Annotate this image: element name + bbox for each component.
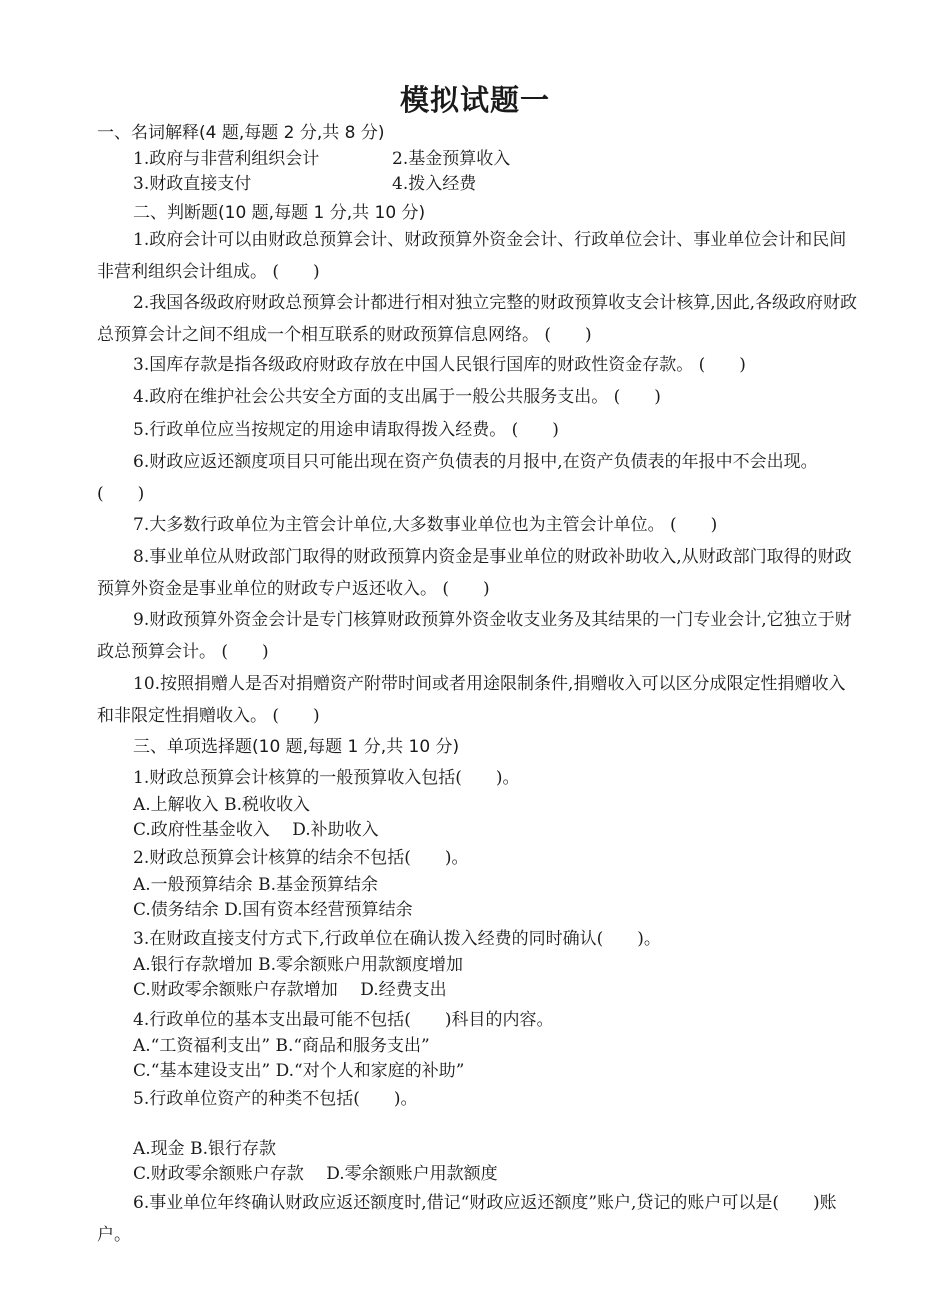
true-false-question: 10.按照捐赠人是否对捐赠资产附带时间或者用途限制条件,捐赠收入可以区分成限定性捐赠收入和非限定性捐赠收入。 ( ) <box>97 674 846 726</box>
choice-question-stem: 4.行政单位的基本支出最可能不包括( )科目的内容。 <box>133 1010 554 1030</box>
true-false-question: 2.我国各级政府财政总预算会计都进行相对独立完整的财政预算收支会计核算,因此,各级政府财政总预算会计之间不组成一个相互联系的财政预算信息网络。 ( ) <box>97 293 858 345</box>
true-false-question: 1.政府会计可以由财政总预算会计、财政预算外资金会计、行政单位会计、事业单位会计和民间非营利组织会计组成。 ( ) <box>97 230 847 282</box>
choice-options: A.一般预算结余 B.基金预算结余 <box>133 875 378 895</box>
section-heading-multiple-choice: 三、单项选择题(10 题,每题 1 分,共 10 分) <box>133 737 460 757</box>
choice-options: C.财政零余额账户存款增加 D.经费支出 <box>133 980 447 1000</box>
choice-question-stem: 3.在财政直接支付方式下,行政单位在确认拨入经费的同时确认( )。 <box>133 929 661 949</box>
choice-question-stem: 5.行政单位资产的种类不包括( )。 <box>133 1089 418 1109</box>
section-heading-true-false: 二、判断题(10 题,每题 1 分,共 10 分) <box>133 203 426 223</box>
true-false-question: 4.政府在维护社会公共安全方面的支出属于一般公共服务支出。 ( ) <box>133 387 661 407</box>
page-title: 模拟试题一 <box>399 83 550 117</box>
choice-question-stem: 1.财政总预算会计核算的一般预算收入包括( )。 <box>133 768 520 788</box>
true-false-question: 3.国库存款是指各级政府财政存放在中国人民银行国库的财政性资金存款。 ( ) <box>133 355 746 375</box>
section-heading-definitions: 一、名词解释(4 题,每题 2 分,共 8 分) <box>97 123 385 143</box>
choice-options: C.债务结余 D.国有资本经营预算结余 <box>133 900 413 920</box>
choice-options: C.政府性基金收入 D.补助收入 <box>133 820 379 840</box>
choice-options: A.现金 B.银行存款 <box>133 1139 276 1159</box>
choice-options: A.上解收入 B.税收收入 <box>133 795 310 815</box>
true-false-question: 7.大多数行政单位为主管会计单位,大多数事业单位也为主管会计单位。 ( ) <box>133 515 718 535</box>
choice-question-stem: 2.财政总预算会计核算的结余不包括( )。 <box>133 848 469 868</box>
choice-options: C.“基本建设支出” D.“对个人和家庭的补助” <box>133 1061 465 1081</box>
true-false-question: 5.行政单位应当按规定的用途申请取得拨入经费。 ( ) <box>133 420 559 440</box>
true-false-question: 8.事业单位从财政部门取得的财政预算内资金是事业单位的财政补助收入,从财政部门取得的财政预算外资金是事业单位的财政专户返还收入。 ( ) <box>97 547 852 599</box>
term-item: 1.政府与非营利组织会计 <box>133 149 320 169</box>
choice-options: A.“工资福利支出” B.“商品和服务支出” <box>133 1036 430 1056</box>
choice-options: C.财政零余额账户存款 D.零余额账户用款额度 <box>133 1164 498 1184</box>
choice-options: A.银行存款增加 B.零余额账户用款额度增加 <box>133 955 463 975</box>
term-item: 3.财政直接支付 <box>133 174 252 194</box>
choice-question-stem: 6.事业单位年终确认财政应返还额度时,借记“财政应返还额度”账户,贷记的账户可以是( )账户。 <box>97 1193 837 1245</box>
term-item: 4.拨入经费 <box>392 174 477 194</box>
true-false-question: 6.财政应返还额度项目只可能出现在资产负债表的月报中,在资产负债表的年报中不会出现。 ( ) <box>97 452 818 504</box>
true-false-question: 9.财政预算外资金会计是专门核算财政预算外资金收支业务及其结果的一门专业会计,它独立于财政总预算会计。 ( ) <box>97 610 852 662</box>
term-item: 2.基金预算收入 <box>392 149 511 169</box>
